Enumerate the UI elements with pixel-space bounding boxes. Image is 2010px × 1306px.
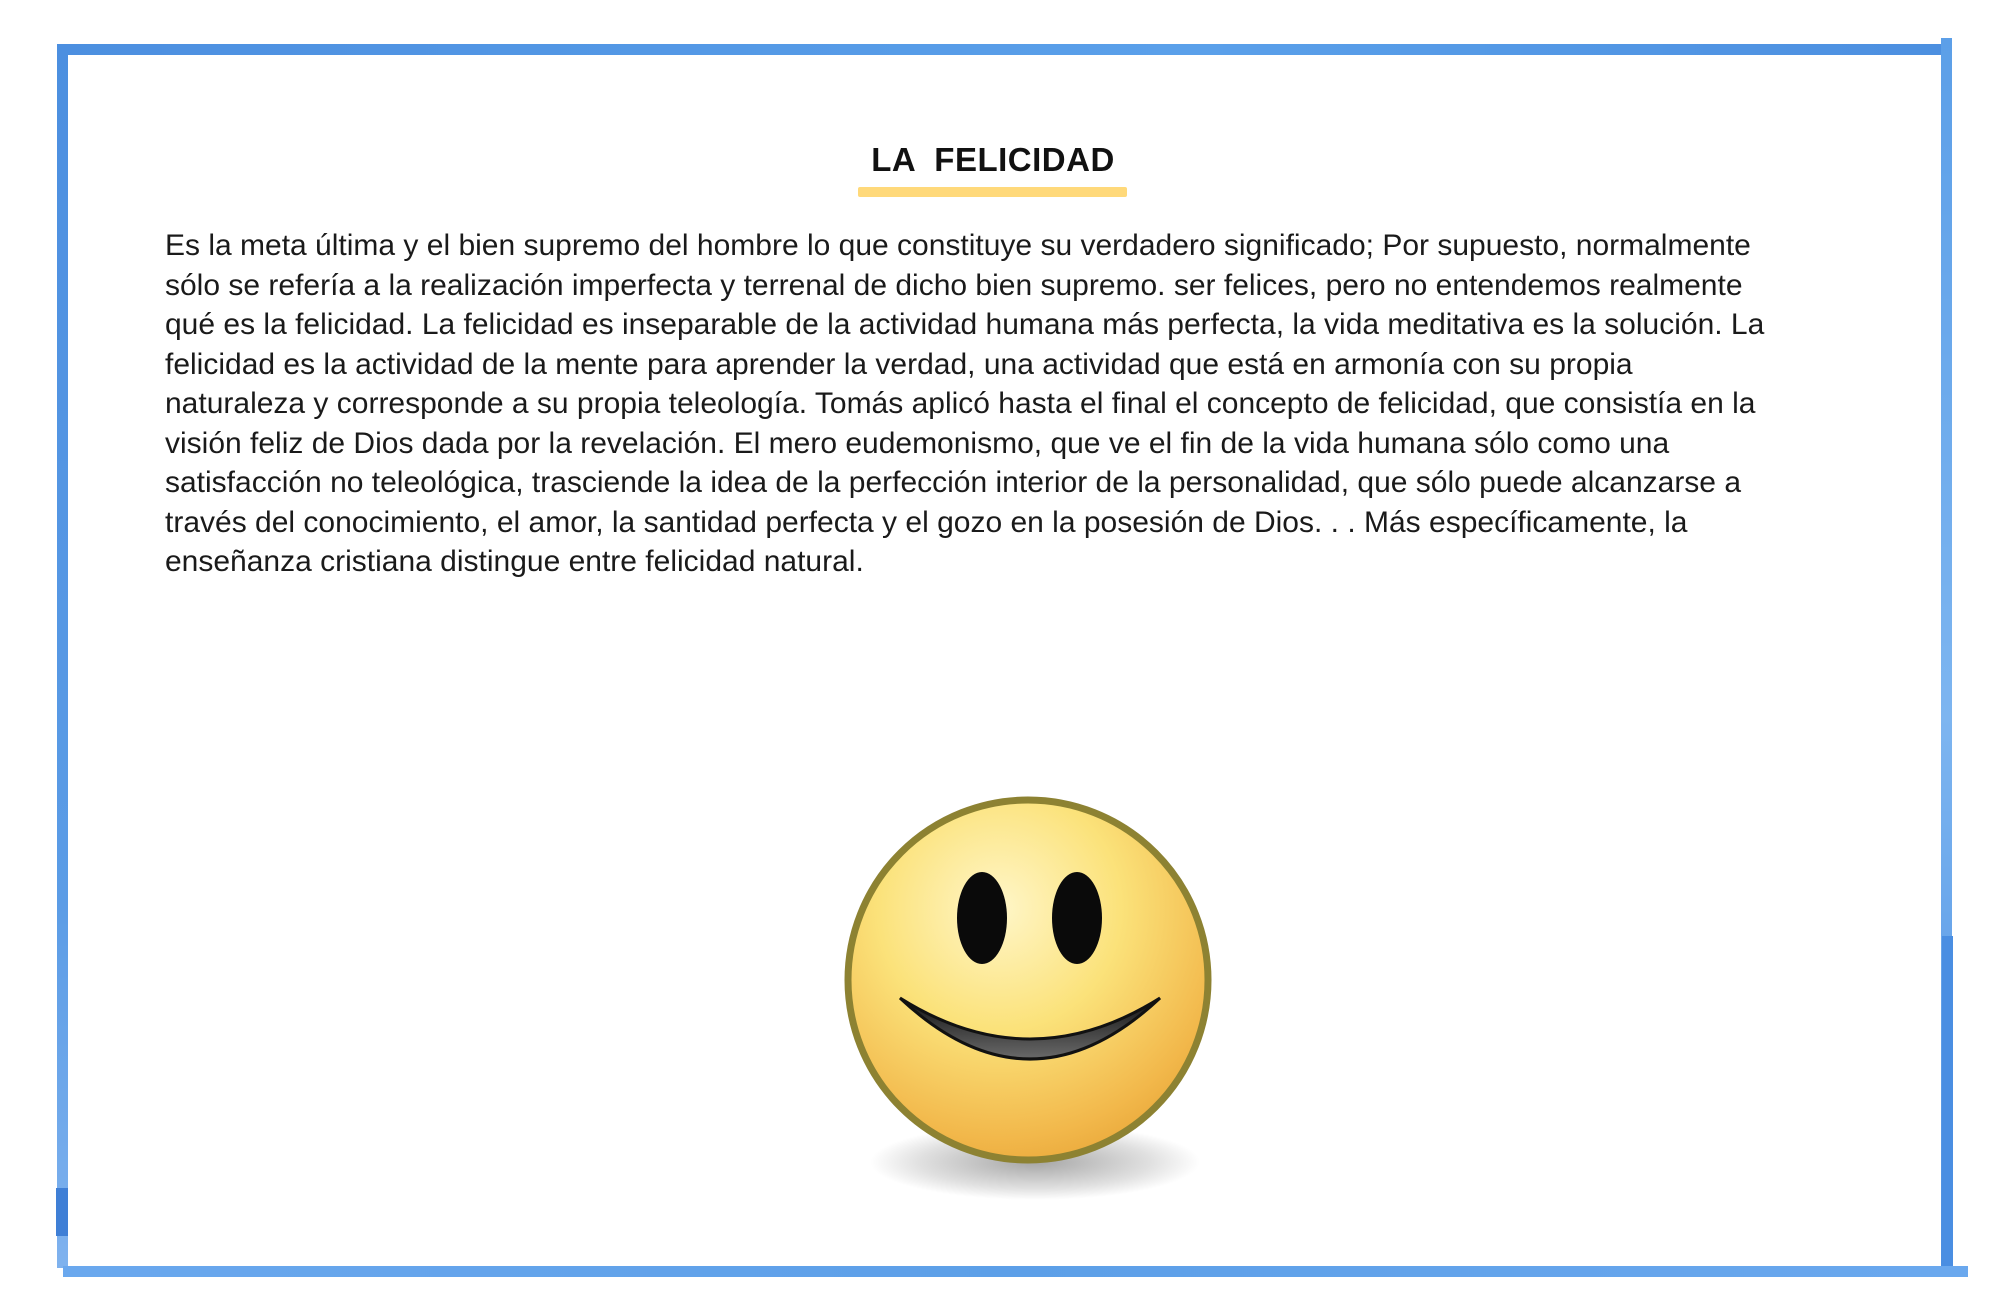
smiley-face [848,800,1208,1160]
page-title: LA FELICIDAD [871,141,1115,178]
frame-right-accent [1942,936,1953,1276]
smiley-face-icon [840,790,1240,1210]
frame-left-accent [56,1188,68,1236]
smiley-left-eye [957,872,1007,964]
smiley-right-eye [1052,872,1102,964]
frame-top-border [57,44,1950,55]
frame-bottom-border [63,1266,1968,1277]
title-container [0,141,2010,179]
body-paragraph: Es la meta última y el bien supremo del hombre lo que constituye su verdadero significado; Por supuesto, normalmente sólo se refería a la realización imperfecta y terrenal de dicho bien supremo. ser felices, pero no entendemos realmente qué es la felicidad. La felicidad es inseparable de la actividad humana más perfecta, la vida meditativa es la solución. La felicidad es la actividad de la mente para aprender la verdad, una actividad que está en armonía con su propia naturaleza y corresponde a su propia teleología. Tomás aplicó hasta el final el concepto de felicidad, que consistía en la visión feliz de Dios dada por la revelación. El mero eudemonismo, que ve el fin de la vida humana sólo como una satisfacción no teleológica, trasciende la idea de la perfección interior de la personalidad, que sólo puede alcanzarse a través del conocimiento, el amor, la santidad perfecta y el gozo en la posesión de Dios. . . Más específicamente, la enseñanza cristiana distingue entre felicidad natural. [165,229,1765,578]
title-underline [858,187,1127,197]
frame-left-border [57,44,68,1268]
